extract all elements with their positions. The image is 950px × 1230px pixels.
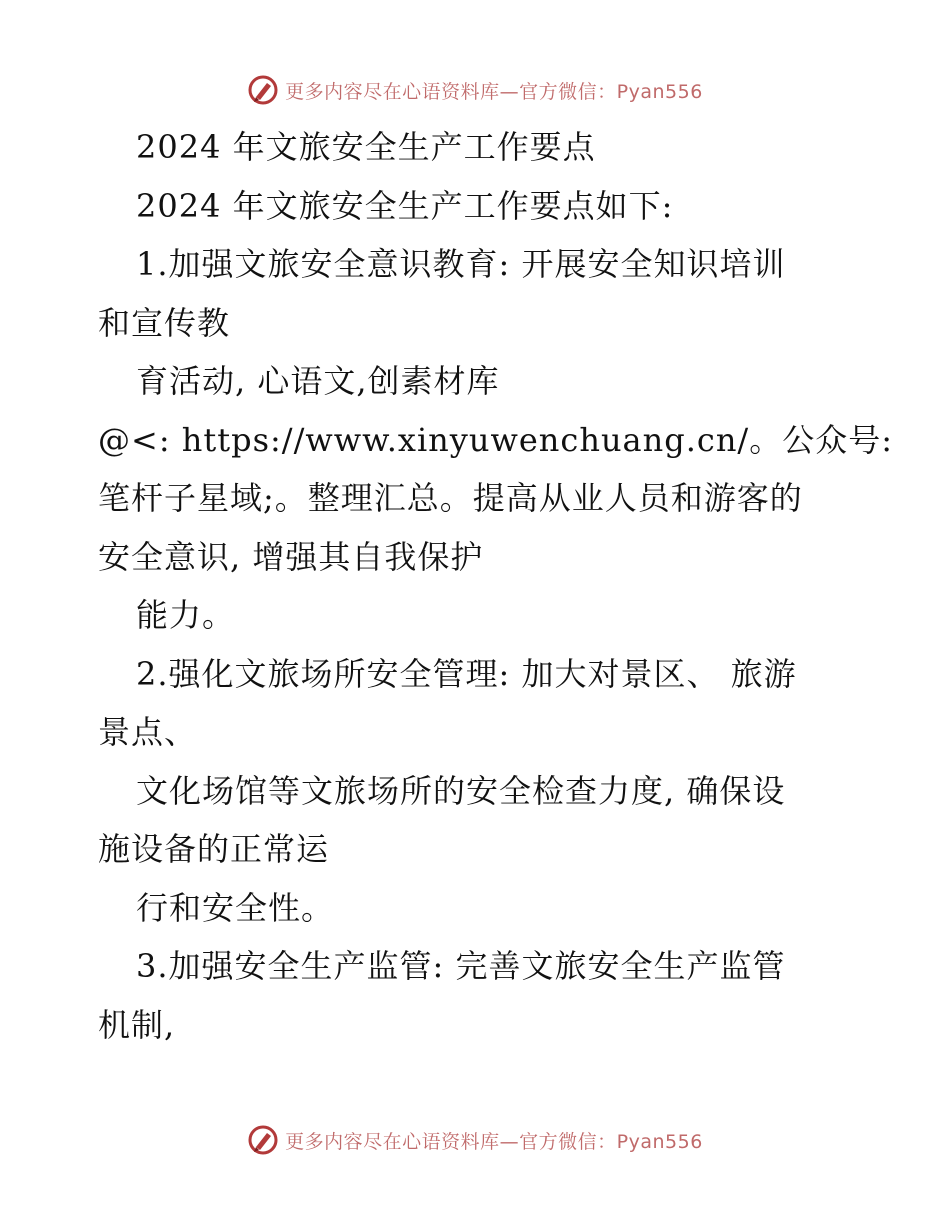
doc-paragraph-line: @<: https://www.xinyuwenchuang.cn/。公众号: — [98, 420, 893, 459]
doc-paragraph-line: 3.加强安全生产监管: 完善文旅安全生产监管 — [136, 947, 786, 985]
doc-paragraph-line: 行和安全性。 — [136, 888, 335, 927]
doc-paragraph-line: 1.加强文旅安全意识教育: 开展安全知识培训 — [136, 245, 786, 283]
footer-banner — [0, 1120, 950, 1160]
doc-paragraph-line: 安全意识, 增强其自我保护 — [98, 537, 484, 576]
pen-logo-icon — [247, 1124, 279, 1156]
doc-paragraph-line: 机制, — [98, 1005, 176, 1044]
doc-paragraph-line: 景点、 — [98, 713, 198, 751]
doc-paragraph-line: 育活动, 心语文,创素材库 — [136, 362, 500, 400]
header-banner-text: 更多内容尽在心语资料库—官方微信：Pyan556 — [285, 80, 703, 103]
doc-paragraph-line: 和宣传教 — [98, 303, 231, 342]
doc-title: 2024 年文旅安全生产工作要点 — [136, 128, 596, 166]
header-banner — [0, 70, 950, 110]
pen-logo-icon — [247, 74, 279, 106]
doc-paragraph-line: 施设备的正常运 — [98, 830, 330, 868]
document-body — [98, 118, 893, 1054]
doc-intro: 2024 年文旅安全生产工作要点如下: — [136, 186, 674, 225]
doc-paragraph-line: 能力。 — [136, 596, 236, 634]
doc-paragraph-line: 笔杆子星域;。整理汇总。提高从业人员和游客的 — [98, 479, 803, 517]
footer-banner-text: 更多内容尽在心语资料库—官方微信：Pyan556 — [285, 1130, 703, 1153]
doc-paragraph-line: 2.强化文旅场所安全管理: 加大对景区、 旅游 — [136, 654, 797, 693]
doc-paragraph-line: 文化场馆等文旅场所的安全检查力度, 确保设 — [136, 771, 786, 810]
